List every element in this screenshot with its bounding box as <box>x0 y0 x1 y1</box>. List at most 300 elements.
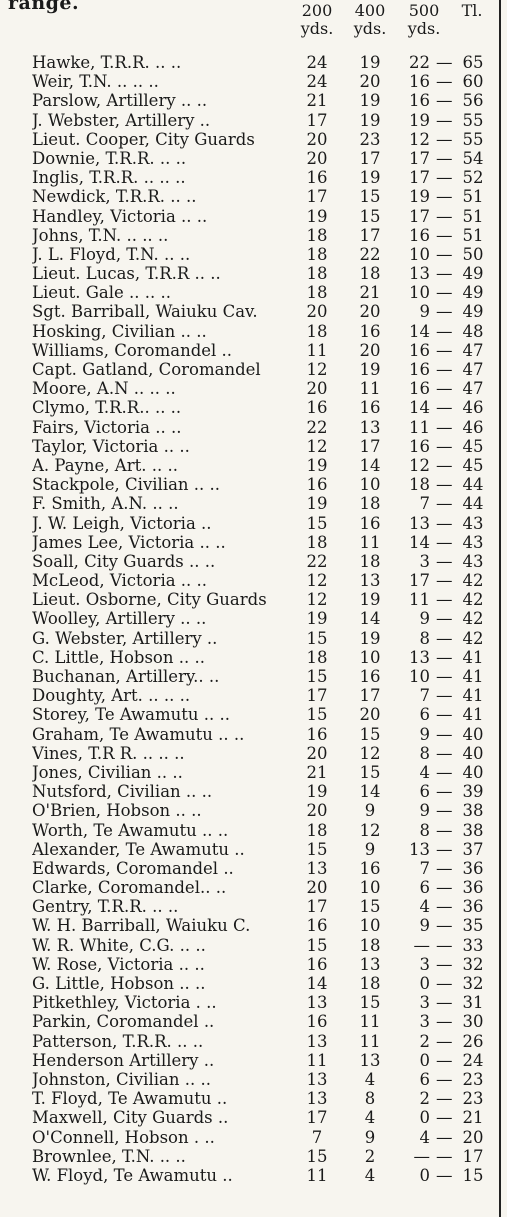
competitor-name: F. Smith, A.N. .. .. <box>32 494 179 514</box>
score-total: 51 <box>462 187 484 207</box>
score-400-yards: 17 <box>359 686 381 706</box>
score-total: 42 <box>462 609 484 629</box>
total-dash: — <box>436 225 453 245</box>
score-200-yards: 19 <box>306 455 328 475</box>
table-row <box>0 571 500 590</box>
table-row <box>0 897 500 916</box>
score-total: 37 <box>462 839 484 859</box>
score-total: 32 <box>462 954 484 974</box>
score-total: 60 <box>462 72 484 92</box>
score-500-yards: 2 <box>419 1089 430 1109</box>
total-dash: — <box>436 571 453 591</box>
total-dash: — <box>436 398 453 418</box>
score-400-yards: 14 <box>359 782 381 802</box>
score-total: 31 <box>462 993 484 1013</box>
competitor-name: Edwards, Coromandel .. <box>32 858 234 878</box>
total-dash: — <box>436 820 453 840</box>
score-500-yards: 0 <box>419 1050 430 1070</box>
header-total <box>452 2 492 20</box>
score-400-yards: 11 <box>359 532 381 552</box>
score-200-yards: 16 <box>306 724 328 744</box>
table-row <box>0 322 500 341</box>
score-200-yards: 12 <box>306 571 328 591</box>
total-dash: — <box>436 1146 453 1166</box>
competitor-name: Graham, Te Awamutu .. .. <box>32 724 245 744</box>
competitor-name: Jones, Civilian .. .. <box>32 762 183 782</box>
total-dash: — <box>436 551 453 571</box>
table-row <box>0 763 500 782</box>
competitor-name: Johns, T.N. .. .. .. <box>32 225 169 245</box>
score-400-yards: 11 <box>359 379 381 399</box>
competitor-name: Worth, Te Awamutu .. .. <box>32 820 229 840</box>
total-dash: — <box>436 129 453 149</box>
score-500-yards: 11 <box>409 590 430 610</box>
score-200-yards: 17 <box>306 110 328 130</box>
score-500-yards: 14 <box>409 532 430 552</box>
total-dash: — <box>436 206 453 226</box>
table-row <box>0 1108 500 1127</box>
score-500-yards: 13 <box>409 839 430 859</box>
total-dash: — <box>436 647 453 667</box>
score-500-yards: 16 <box>409 379 430 399</box>
score-400-yards: 18 <box>359 264 381 284</box>
table-row <box>0 91 500 110</box>
total-dash: — <box>436 858 453 878</box>
score-500-yards: 9 <box>419 916 430 936</box>
table-row <box>0 1051 500 1070</box>
score-200-yards: 20 <box>306 148 328 168</box>
score-400-yards: 15 <box>359 724 381 744</box>
competitor-name: G. Little, Hobson .. .. <box>32 974 206 993</box>
score-400-yards: 13 <box>359 417 381 437</box>
total-dash: — <box>436 954 453 974</box>
score-500-yards: 14 <box>409 398 430 418</box>
score-200-yards: 15 <box>306 667 328 686</box>
score-400-yards: 10 <box>359 647 381 667</box>
score-200-yards: 18 <box>306 244 328 264</box>
score-400-yards: 22 <box>359 244 381 264</box>
score-400-yards: 12 <box>359 820 381 840</box>
score-total: 49 <box>462 283 484 303</box>
score-200-yards: 16 <box>306 475 328 495</box>
score-total: 49 <box>462 264 484 284</box>
table-row <box>0 418 500 437</box>
score-200-yards: 19 <box>306 609 328 629</box>
table-row <box>0 283 500 302</box>
competitor-name: Inglis, T.R.R. .. .. .. <box>32 168 186 188</box>
score-400-yards: 17 <box>359 225 381 245</box>
score-total: 44 <box>462 475 484 495</box>
score-total: 40 <box>462 743 484 763</box>
score-400-yards: 20 <box>359 340 381 360</box>
score-total: 51 <box>462 225 484 245</box>
table-row <box>0 437 500 456</box>
score-200-yards: 18 <box>306 225 328 245</box>
competitor-name: Johnston, Civilian .. .. <box>32 1069 211 1089</box>
table-row <box>0 130 500 149</box>
score-total: 24 <box>462 1050 484 1070</box>
score-400-yards: 11 <box>359 1031 381 1051</box>
table-row <box>0 859 500 878</box>
score-total: 48 <box>462 321 484 341</box>
score-total: 43 <box>462 513 484 533</box>
score-total: 46 <box>462 398 484 418</box>
score-400-yards: 19 <box>359 91 381 111</box>
score-total: 50 <box>462 244 484 264</box>
score-400-yards: 13 <box>359 1050 381 1070</box>
score-500-yards: 19 <box>409 187 430 207</box>
table-row <box>0 264 500 283</box>
table-row <box>0 725 500 744</box>
score-400-yards: 9 <box>364 1127 376 1147</box>
score-200-yards: 12 <box>306 436 328 456</box>
score-total: 43 <box>462 532 484 552</box>
header-500-number: 500 <box>408 1 440 20</box>
score-500-yards: 6 <box>419 1069 430 1089</box>
score-500-yards: 4 <box>419 897 430 917</box>
competitor-name: Clymo, T.R.R.. .. .. <box>32 398 182 418</box>
score-total: 21 <box>462 1108 484 1128</box>
total-dash: — <box>436 1127 453 1147</box>
table-row <box>0 609 500 628</box>
total-dash: — <box>436 916 453 936</box>
total-dash: — <box>436 1165 453 1185</box>
table-row <box>0 552 500 571</box>
score-500-yards: 12 <box>409 129 430 149</box>
score-500-yards: 0 <box>419 1108 430 1128</box>
score-200-yards: 17 <box>306 187 328 207</box>
competitor-name: W. H. Barriball, Waiuku C. <box>32 916 251 936</box>
score-total: 23 <box>462 1069 484 1089</box>
total-dash: — <box>436 110 453 130</box>
score-500-yards: 16 <box>409 436 430 456</box>
total-dash: — <box>436 360 453 379</box>
score-500-yards: 9 <box>419 302 430 322</box>
competitor-name: W. R. White, C.G. .. .. <box>32 935 206 955</box>
competitor-name: Nutsford, Civilian .. .. <box>32 782 213 802</box>
score-400-yards: 11 <box>359 1012 381 1032</box>
score-500-yards: 9 <box>419 609 430 629</box>
table-row <box>0 840 500 859</box>
total-dash: — <box>436 686 453 706</box>
total-dash: — <box>436 974 453 993</box>
total-dash: — <box>436 72 453 92</box>
score-500-yards: 3 <box>419 954 430 974</box>
header-200-yards <box>296 2 338 38</box>
score-200-yards: 11 <box>306 1050 328 1070</box>
header-200-unit: yds. <box>300 19 334 38</box>
score-400-yards: 16 <box>359 858 381 878</box>
score-total: 39 <box>462 782 484 802</box>
header-500-unit: yds. <box>407 19 441 38</box>
score-200-yards: 18 <box>306 532 328 552</box>
table-row <box>0 226 500 245</box>
total-dash: — <box>436 1108 453 1128</box>
score-200-yards: 16 <box>306 168 328 188</box>
score-200-yards: 13 <box>306 1089 328 1109</box>
header-400-yards <box>348 2 392 38</box>
score-400-yards: 18 <box>359 551 381 571</box>
table-row <box>0 1012 500 1031</box>
score-200-yards: 20 <box>306 302 328 322</box>
column-rule <box>499 0 501 1217</box>
score-total: 41 <box>462 686 484 706</box>
score-total: 46 <box>462 417 484 437</box>
total-dash: — <box>436 724 453 744</box>
competitor-name: C. Little, Hobson .. .. <box>32 647 205 667</box>
table-row <box>0 974 500 993</box>
score-400-yards: 9 <box>364 839 376 859</box>
score-200-yards: 17 <box>306 1108 328 1128</box>
score-200-yards: 13 <box>306 1069 328 1089</box>
total-dash: — <box>436 801 453 821</box>
score-500-yards: — <box>413 935 430 955</box>
score-total: 54 <box>462 148 484 168</box>
score-500-yards: 8 <box>419 628 430 648</box>
competitor-name: J. L. Floyd, T.N. .. .. <box>32 244 191 264</box>
total-dash: — <box>436 609 453 629</box>
score-400-yards: 15 <box>359 187 381 207</box>
table-row <box>0 993 500 1012</box>
score-500-yards: 14 <box>409 321 430 341</box>
table-row <box>0 936 500 955</box>
score-500-yards: 13 <box>409 513 430 533</box>
table-row <box>0 648 500 667</box>
competitor-name: James Lee, Victoria .. .. <box>32 532 226 552</box>
score-total: 38 <box>462 801 484 821</box>
score-500-yards: 6 <box>419 705 430 725</box>
score-total: 17 <box>462 1146 484 1166</box>
score-200-yards: 16 <box>306 954 328 974</box>
header-400-number: 400 <box>354 1 386 20</box>
table-row <box>0 782 500 801</box>
score-500-yards: 3 <box>419 551 430 571</box>
score-total: 45 <box>462 436 484 456</box>
table-row <box>0 53 500 72</box>
score-400-yards: 21 <box>359 283 381 303</box>
table-row <box>0 168 500 187</box>
score-total: 32 <box>462 974 484 993</box>
score-200-yards: 18 <box>306 321 328 341</box>
score-200-yards: 13 <box>306 1031 328 1051</box>
score-200-yards: 18 <box>306 283 328 303</box>
score-500-yards: 16 <box>409 72 430 92</box>
total-dash: — <box>436 53 453 72</box>
score-total: 36 <box>462 897 484 917</box>
score-400-yards: 15 <box>359 206 381 226</box>
table-row <box>0 878 500 897</box>
score-400-yards: 13 <box>359 954 381 974</box>
score-500-yards: 12 <box>409 455 430 475</box>
competitor-name: Williams, Coromandel .. <box>32 340 233 360</box>
total-dash: — <box>436 283 453 303</box>
total-dash: — <box>436 993 453 1013</box>
competitor-name: Sgt. Barriball, Waiuku Cav. <box>32 302 258 322</box>
competitor-name: Weir, T.N. .. .. .. <box>32 72 159 92</box>
score-400-yards: 12 <box>359 743 381 763</box>
score-500-yards: 22 <box>409 53 430 72</box>
score-400-yards: 16 <box>359 667 381 686</box>
total-dash: — <box>436 264 453 284</box>
header-400-unit: yds. <box>353 19 387 38</box>
table-row <box>0 667 500 686</box>
total-dash: — <box>436 148 453 168</box>
header-500-yards <box>402 2 446 38</box>
score-500-yards: 0 <box>419 974 430 993</box>
score-200-yards: 16 <box>306 916 328 936</box>
competitor-name: Buchanan, Artillery.. .. <box>32 667 220 686</box>
cut-heading-fragment: range. <box>8 0 80 14</box>
competitor-name: Woolley, Artillery .. .. <box>32 609 207 629</box>
score-200-yards: 19 <box>306 494 328 514</box>
total-dash: — <box>436 417 453 437</box>
score-500-yards: 19 <box>409 110 430 130</box>
score-400-yards: 16 <box>359 321 381 341</box>
total-dash: — <box>436 244 453 264</box>
score-500-yards: 11 <box>409 417 430 437</box>
table-row <box>0 341 500 360</box>
competitor-name: Clarke, Coromandel.. .. <box>32 878 227 898</box>
competitor-name: Parkin, Coromandel .. <box>32 1012 215 1032</box>
score-total: 36 <box>462 858 484 878</box>
table-row <box>0 514 500 533</box>
total-dash: — <box>436 302 453 322</box>
score-500-yards: 3 <box>419 1012 430 1032</box>
score-400-yards: 14 <box>359 455 381 475</box>
header-200-number: 200 <box>301 1 333 20</box>
total-dash: — <box>436 379 453 399</box>
competitor-name: Parslow, Artillery .. .. <box>32 91 208 111</box>
total-dash: — <box>436 340 453 360</box>
score-200-yards: 12 <box>306 360 328 379</box>
total-dash: — <box>436 1031 453 1051</box>
score-200-yards: 20 <box>306 379 328 399</box>
score-200-yards: 22 <box>306 417 328 437</box>
score-400-yards: 18 <box>359 935 381 955</box>
score-200-yards: 16 <box>306 398 328 418</box>
table-row <box>0 111 500 130</box>
total-dash: — <box>436 455 453 475</box>
score-400-yards: 9 <box>364 801 376 821</box>
score-500-yards: 6 <box>419 782 430 802</box>
score-400-yards: 4 <box>364 1069 376 1089</box>
score-200-yards: 13 <box>306 858 328 878</box>
table-row <box>0 1089 500 1108</box>
score-200-yards: 15 <box>306 628 328 648</box>
score-total: 23 <box>462 1089 484 1109</box>
score-total: 35 <box>462 916 484 936</box>
competitor-name: Patterson, T.R.R. .. .. <box>32 1031 204 1051</box>
total-dash: — <box>436 1012 453 1032</box>
score-400-yards: 4 <box>364 1165 376 1185</box>
competitor-name: Moore, A.N .. .. .. <box>32 379 176 399</box>
table-row <box>0 955 500 974</box>
score-400-yards: 18 <box>359 494 381 514</box>
competitor-name: A. Payne, Art. .. .. <box>32 455 178 475</box>
score-400-yards: 19 <box>359 168 381 188</box>
score-total: 41 <box>462 667 484 686</box>
score-500-yards: — <box>413 1146 430 1166</box>
score-total: 26 <box>462 1031 484 1051</box>
score-total: 49 <box>462 302 484 322</box>
score-500-yards: 17 <box>409 148 430 168</box>
competitor-name: T. Floyd, Te Awamutu .. <box>32 1089 228 1109</box>
score-total: 15 <box>462 1165 484 1185</box>
score-200-yards: 16 <box>306 1012 328 1032</box>
total-dash: — <box>436 168 453 188</box>
score-200-yards: 24 <box>306 53 328 72</box>
table-row <box>0 494 500 513</box>
score-200-yards: 15 <box>306 513 328 533</box>
score-200-yards: 14 <box>306 974 328 993</box>
table-row <box>0 1032 500 1051</box>
score-400-yards: 15 <box>359 897 381 917</box>
score-400-yards: 20 <box>359 705 381 725</box>
competitor-name: Gentry, T.R.R. .. .. <box>32 897 179 917</box>
table-row <box>0 149 500 168</box>
competitor-name: Maxwell, City Guards .. <box>32 1108 229 1128</box>
score-200-yards: 20 <box>306 801 328 821</box>
total-dash: — <box>436 494 453 514</box>
score-200-yards: 19 <box>306 206 328 226</box>
score-400-yards: 17 <box>359 148 381 168</box>
competitor-name: Brownlee, T.N. .. .. <box>32 1146 186 1166</box>
score-200-yards: 18 <box>306 647 328 667</box>
competitor-name: Stackpole, Civilian .. .. <box>32 475 221 495</box>
score-500-yards: 7 <box>419 494 430 514</box>
total-dash: — <box>436 321 453 341</box>
score-total: 45 <box>462 455 484 475</box>
score-200-yards: 15 <box>306 705 328 725</box>
table-row <box>0 705 500 724</box>
score-500-yards: 7 <box>419 858 430 878</box>
score-200-yards: 20 <box>306 129 328 149</box>
total-dash: — <box>436 532 453 552</box>
score-500-yards: 13 <box>409 264 430 284</box>
score-200-yards: 18 <box>306 264 328 284</box>
total-dash: — <box>436 897 453 917</box>
score-400-yards: 10 <box>359 878 381 898</box>
score-400-yards: 23 <box>359 129 381 149</box>
score-400-yards: 19 <box>359 110 381 130</box>
score-400-yards: 2 <box>364 1146 376 1166</box>
score-400-yards: 8 <box>364 1089 376 1109</box>
score-total: 52 <box>462 168 484 188</box>
score-200-yards: 18 <box>306 820 328 840</box>
competitor-name: Henderson Artillery .. <box>32 1050 215 1070</box>
table-row <box>0 72 500 91</box>
score-500-yards: 4 <box>419 1127 430 1147</box>
competitor-name: O'Brien, Hobson .. .. <box>32 801 202 821</box>
score-total: 42 <box>462 590 484 610</box>
score-500-yards: 10 <box>409 667 430 686</box>
table-row <box>0 360 500 379</box>
table-row <box>0 245 500 264</box>
table-row <box>0 533 500 552</box>
score-200-yards: 17 <box>306 897 328 917</box>
competitor-name: Fairs, Victoria .. .. <box>32 417 182 437</box>
score-400-yards: 16 <box>359 398 381 418</box>
score-400-yards: 20 <box>359 302 381 322</box>
score-200-yards: 7 <box>311 1127 323 1147</box>
score-400-yards: 4 <box>364 1108 376 1128</box>
score-400-yards: 19 <box>359 360 381 379</box>
total-dash: — <box>436 705 453 725</box>
competitor-name: Vines, T.R R. .. .. .. <box>32 743 185 763</box>
score-200-yards: 21 <box>306 762 328 782</box>
table-row <box>0 744 500 763</box>
score-400-yards: 19 <box>359 628 381 648</box>
